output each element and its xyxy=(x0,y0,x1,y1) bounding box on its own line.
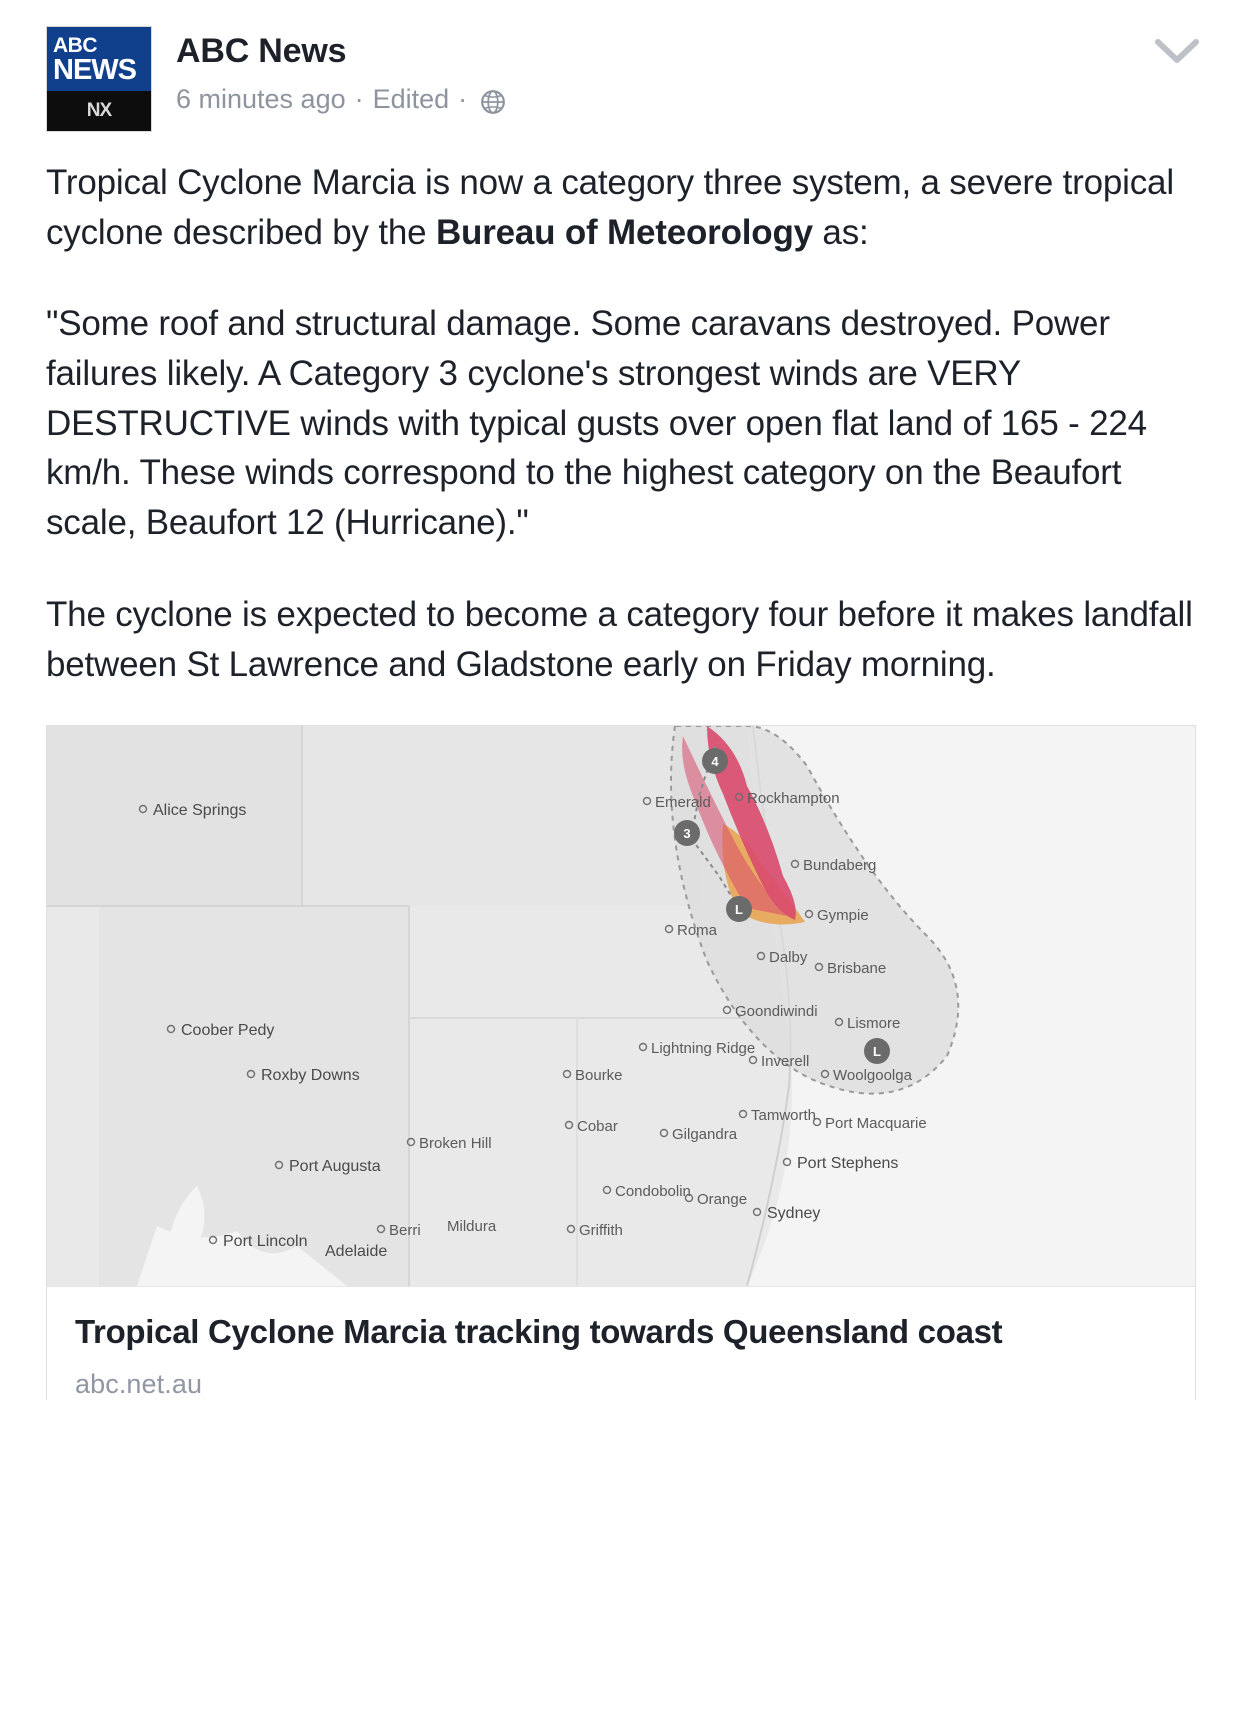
map-marker-l2 xyxy=(864,1038,890,1064)
map-marker-4 xyxy=(702,748,728,774)
svg-text:L: L xyxy=(873,1044,881,1060)
attachment-title[interactable]: Tropical Cyclone Marcia tracking towards Queensland coast xyxy=(75,1313,1003,1351)
svg-text:Broken Hill: Broken Hill xyxy=(419,1135,492,1153)
attachment-info xyxy=(47,1286,1195,1400)
post-edited-label[interactable]: Edited xyxy=(372,84,450,115)
svg-text:Dalby: Dalby xyxy=(769,949,808,967)
map-marker-l1 xyxy=(726,896,752,922)
svg-text:Mildura: Mildura xyxy=(447,1218,497,1236)
meta-separator-1: · xyxy=(354,84,364,115)
svg-text:Brisbane: Brisbane xyxy=(827,960,887,978)
post-header xyxy=(0,0,1242,132)
svg-text:L: L xyxy=(735,902,743,918)
post-paragraph-1-part2: as: xyxy=(812,212,869,252)
post-meta xyxy=(176,83,506,115)
svg-text:Emerald: Emerald xyxy=(655,794,711,812)
svg-text:Port Augusta: Port Augusta xyxy=(289,1158,381,1176)
svg-text:Roma: Roma xyxy=(677,922,718,940)
link-attachment[interactable] xyxy=(46,725,1196,1400)
avatar-logo-bottom: NX xyxy=(47,91,151,131)
avatar-logo-line2: NEWS xyxy=(53,54,136,86)
svg-text:Griffith: Griffith xyxy=(579,1222,623,1240)
page-name[interactable]: ABC News xyxy=(176,32,347,70)
svg-text:Gilgandra: Gilgandra xyxy=(672,1126,738,1144)
post-paragraph-1-bold: Bureau of Meteorology xyxy=(435,212,813,252)
post-message xyxy=(0,132,1242,689)
post-paragraph-1 xyxy=(46,158,1198,257)
svg-text:Roxby Downs: Roxby Downs xyxy=(261,1067,360,1085)
svg-text:3: 3 xyxy=(683,826,691,842)
svg-text:Lightning Ridge: Lightning Ridge xyxy=(651,1040,756,1058)
svg-text:Port Macquarie: Port Macquarie xyxy=(825,1115,927,1133)
attachment-domain: abc.net.au xyxy=(75,1369,203,1400)
svg-text:Bundaberg: Bundaberg xyxy=(803,857,877,875)
map-marker-3 xyxy=(674,820,700,846)
svg-text:Cobar: Cobar xyxy=(577,1118,618,1136)
svg-text:Port Lincoln: Port Lincoln xyxy=(223,1233,308,1251)
svg-text:Rockhampton: Rockhampton xyxy=(747,790,840,808)
svg-text:Bourke: Bourke xyxy=(575,1067,623,1085)
svg-text:Woolgoolga: Woolgoolga xyxy=(833,1067,912,1085)
svg-text:Gympie: Gympie xyxy=(817,907,869,925)
post-header-text xyxy=(176,26,506,115)
post-paragraph-2: "Some roof and structural damage. Some caravans destroyed. Power failures likely. A Category 3 cyclone's strongest winds are VERY DESTRUCTIVE winds with typical gusts over open flat land of 165 - 224 km/h. These winds correspond to the highest category on the Beaufort scale, Beaufort 12 (Hurricane)." xyxy=(46,304,1147,543)
avatar[interactable] xyxy=(46,26,152,132)
svg-text:Adelaide: Adelaide xyxy=(325,1243,388,1261)
svg-text:Coober Pedy: Coober Pedy xyxy=(181,1022,275,1040)
attachment-map-image[interactable] xyxy=(47,726,1195,1286)
svg-text:Sydney: Sydney xyxy=(767,1205,821,1223)
cyclone-track-map xyxy=(47,726,1195,1286)
post-paragraph-1-part1: Tropical Cyclone Marcia is now a category three system, a severe tropical cyclone described by the xyxy=(46,163,1174,252)
avatar-logo xyxy=(47,27,151,93)
globe-icon xyxy=(480,89,506,115)
svg-text:Lismore: Lismore xyxy=(847,1015,901,1033)
post-timestamp[interactable]: 6 minutes ago xyxy=(176,84,346,115)
chevron-down-icon[interactable] xyxy=(1154,36,1200,66)
svg-text:Orange: Orange xyxy=(697,1191,748,1209)
svg-text:Berri: Berri xyxy=(389,1222,421,1240)
svg-text:Goondiwindi: Goondiwindi xyxy=(735,1003,818,1021)
svg-text:Inverell: Inverell xyxy=(761,1053,810,1071)
avatar-logo-line1: ABC xyxy=(53,34,97,57)
svg-text:Tamworth: Tamworth xyxy=(751,1107,817,1125)
meta-separator-2: · xyxy=(458,84,468,115)
svg-text:Alice Springs: Alice Springs xyxy=(153,802,247,820)
svg-text:4: 4 xyxy=(711,754,719,770)
svg-text:Condobolin: Condobolin xyxy=(615,1183,691,1201)
svg-text:Port Stephens: Port Stephens xyxy=(797,1155,899,1173)
post-paragraph-3: The cyclone is expected to become a category four before it makes landfall between St Lawrence and Gladstone early on Friday morning. xyxy=(46,594,1193,684)
